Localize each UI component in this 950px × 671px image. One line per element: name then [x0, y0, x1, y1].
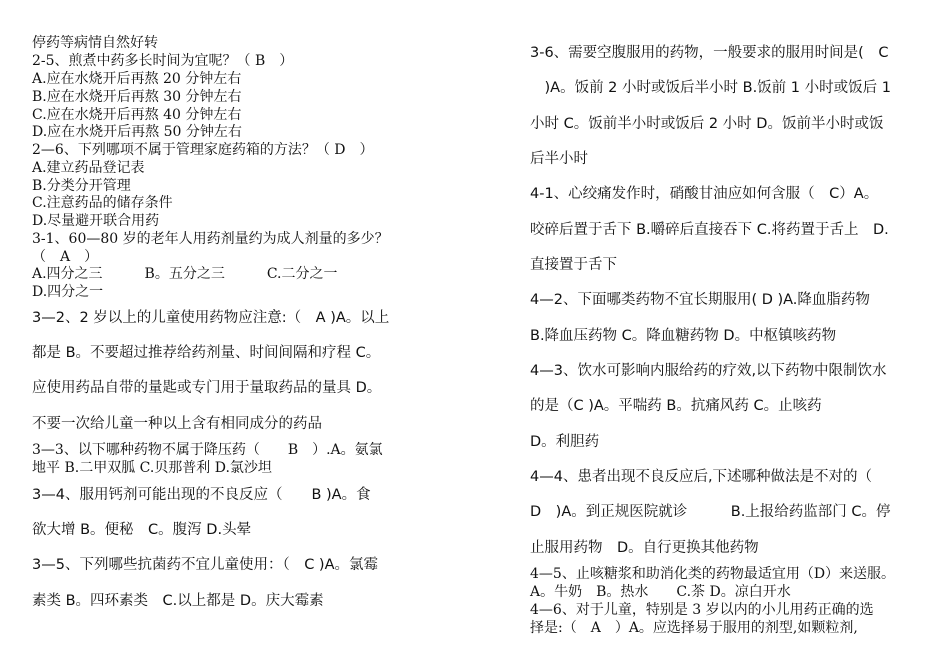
left-text-line: D.尽量避开联合用药 — [32, 213, 160, 229]
left-text-line: 2-5、煎煮中药多长时间为宜呢？（ B ） — [32, 53, 294, 69]
left-text-line: D.应在水烧开后再熬 50 分钟左右 — [32, 124, 242, 140]
right-text-line: 4-1、心绞痛发作时，硝酸甘油应如何含服（ C）A。 — [530, 186, 879, 202]
left-text-line: 停药等病情自然好转 — [32, 35, 158, 51]
left-text-line: 3—4、服用钙剂可能出现的不良反应（ B )A。食 — [32, 487, 371, 503]
right-text-line: 咬碎后置于舌下 B.嚼碎后直接吞下 C.将药置于舌上 D. — [530, 222, 889, 238]
left-text-line: B.分类分开管理 — [32, 178, 131, 194]
left-text-line: D.四分之一 — [32, 284, 104, 300]
right-text-line: D )A。到正规医院就诊 B.上报给药监部门 C。停 — [530, 504, 891, 520]
right-text-line: 4—5、止咳糖浆和助消化类的药物最适宜用（D）来送服。 — [530, 566, 896, 582]
left-text-line: 素类 B。四环素类 C.以上都是 D。庆大霉素 — [32, 593, 324, 609]
left-text-line: 3-1、60—80 岁的老年人用药剂量约为成人剂量的多少？ — [32, 231, 389, 247]
right-text-line: A。牛奶 B。热水 C.茶 D。凉白开水 — [530, 584, 791, 600]
left-text-line: B.应在水烧开后再熬 30 分钟左右 — [32, 89, 242, 105]
right-text-line: D。利胆药 — [530, 434, 600, 450]
left-text-line: A.建立药品登记表 — [32, 160, 145, 176]
right-text-line: 择是:（ A ）A。应选择易于服用的剂型,如颗粒剂, — [530, 620, 858, 636]
right-text-line: 4—4、患者出现不良反应后,下述哪种做法是不对的（ — [530, 469, 873, 485]
right-text-line: 4—6、对于儿童，特别是 3 岁以内的小儿用药正确的选 — [530, 602, 874, 618]
right-text-line: 止服用药物 D。自行更换其他药物 — [530, 540, 759, 556]
right-text-line: 小时 C。饭前半小时或饭后 2 小时 D。饭前半小时或饭 — [530, 116, 884, 132]
left-text-line: 3—2、2 岁以上的儿童使用药物应注意:（ A )A。以上 — [32, 310, 390, 326]
left-text-line: 3—5、下列哪些抗菌药不宜儿童使用：（ C )A。氯霉 — [32, 557, 379, 573]
left-text-line: 2—6、下列哪项不属于管理家庭药箱的方法？（ D ） — [32, 142, 374, 158]
right-text-line: 的是（C )A。平喘药 B。抗痛风药 C。止咳药 — [530, 398, 822, 414]
right-text-line: B.降血压药物 C。降血糖药物 D。中枢镇咳药物 — [530, 328, 837, 344]
right-text-line: 4—3、饮水可影响内服给药的疗效,以下药物中限制饮水 — [530, 363, 887, 379]
right-text-line: 3-6、需要空腹服用的药物，一般要求的服用时间是( C — [530, 45, 889, 61]
right-text-line: 4—2、下面哪类药物不宜长期服用( D )A.降血脂药物 — [530, 292, 870, 308]
left-text-line: 3—3、以下哪种药物不属于降压药（ B ）.A。氨氯 — [32, 442, 383, 458]
left-text-line: C.注意药品的储存条件 — [32, 195, 173, 211]
right-text-line: 后半小时 — [530, 151, 588, 167]
left-text-line: 都是 B。不要超过推荐给药剂量、时间间隔和疗程 C。 — [32, 345, 381, 361]
right-text-line: 直接置于舌下 — [530, 257, 617, 273]
left-text-line: （ A ） — [32, 249, 99, 265]
right-text-line: )A。饭前 2 小时或饭后半小时 B.饭前 1 小时或饭后 1 — [530, 80, 891, 96]
left-text-line: 应使用药品自带的量匙或专门用于量取药品的量具 D。 — [32, 380, 382, 396]
left-text-line: 地平 B.二甲双胍 C.贝那普利 D.氯沙坦 — [32, 460, 272, 476]
left-text-line: 不要一次给儿童一种以上含有相同成分的药品 — [32, 416, 322, 432]
left-text-line: A.四分之三 B。五分之三 C.二分之一 — [32, 266, 338, 282]
left-text-line: 欲大增 B。便秘 C。腹泻 D.头晕 — [32, 522, 252, 538]
left-text-line: C.应在水烧开后再熬 40 分钟左右 — [32, 107, 242, 123]
left-text-line: A.应在水烧开后再熬 20 分钟左右 — [32, 71, 242, 87]
